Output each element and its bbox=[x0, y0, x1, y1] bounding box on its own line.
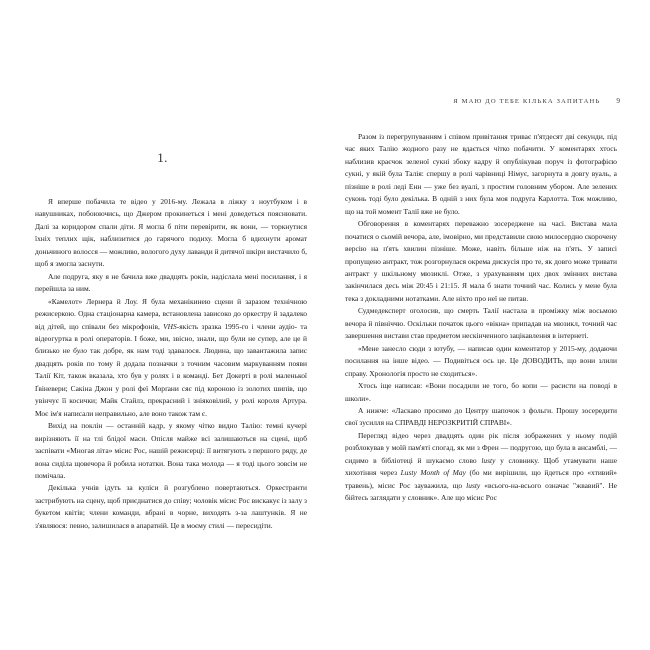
running-head bbox=[345, 97, 620, 105]
paragraph: А нижче: «Ласкаво просимо до Центру шапочок з фольги. Прошу зосередити свої зусилля на СПРАВДІ НЕРОЗКРИТІЙ СПРАВІ». bbox=[345, 405, 617, 428]
italic-term: VHS bbox=[163, 321, 177, 331]
paragraph: Обговорення в коментарях переважно зосереджене на часі. Вистава мала початися о сьомій вечора, але, імовірно, ми представили свою милосердно скорочену версію на п'ять хвилин пізніше. Може, навіть більше ніж на п'ять. У записі пропущено антракт, тож розгорнулася окрема дискусія про те, як довго може тривати антракт у шкільному мюзиклі. Отже, з урахуванням цих двох змінних вистава закінчилася десь між 20:45 і 21:15. Я мала б знати точний час. Колись у мене була тека з докладними нотатками. Але ніхто про неї не питав. bbox=[345, 219, 617, 303]
left-page-textblock bbox=[35, 196, 307, 532]
right-page bbox=[325, 0, 650, 650]
running-head-title: Я МАЮ ДО ТЕБЕ КІЛЬКА ЗАПИТАНЬ bbox=[453, 98, 601, 105]
italic-term: було bbox=[73, 346, 87, 356]
paragraph-text: «Камелот» Лернера й Лоу. Я була механікинею сцени й заразом технічною режисеркою. Одна стаціонарна камера, встановлена зависоко до оркестру й задалеко від дітей, що співали без мікрофонів, VHS-якість зразка 1995-го і члени аудіо- та відеогуртка в ролі операторів. І боже, ми, звісно, знали, що були не супер, але це й близько не було так добре, як нам тоді здавалося. Людина, що завантажила запис двадцять років по тому й додала позначки з точним часовим маркуванням появи Талії Кіт, також вказала, хто був у ролях і в команді. Бет Докерті в ролі маленької Ґвіневери; Сакіна Джон у ролі феї Морґани сяє під короною із золотих шипів, що увінчує її косички; Майк Стайлз, прекрасний і зніяковілий, у ролі короля Артура. Моє ім'я написали неправильно, але воно також там є. bbox=[35, 296, 308, 418]
paragraph: Хтось іще написав: «Вони посадили не того, бо копи — расисти на поводі в школи». bbox=[345, 381, 617, 403]
paragraph: «Мене занесло сюди з ютубу, — написав один коментатор у 2015-му, додаючи посилання на інше відео. — Подивіться ось це. Це ДОВОДИТЬ, що вони злили справу. Хронологія просто не сходиться». bbox=[345, 343, 617, 378]
page-number: 9 bbox=[616, 97, 620, 105]
chapter-number: 1. bbox=[157, 150, 168, 165]
right-page-textblock bbox=[345, 131, 617, 505]
paragraph: Вихід на поклін — останній кадр, у якому чітко видно Талію: темні кучері вирізняють її на тлі блідої маси. Опісля майже всі залишаються на сцені, щоб заспівати «Многая літа» місис Рос, нашій режисерці: її витягують з першого ряду, де вона сиділа щовечора й робила нотатки. Вона така молода — я тоді цього зовсім не помічала. bbox=[35, 421, 307, 480]
paragraph: Я вперше побачила те відео у 2016-му. Лежала в ліжку з ноутбуком і в навушниках, побоюючись, що Джером прокинеться і мені доведеться пояснювати. Далі за коридором спали діти. Я могла б піти перевірити, як вони, — торкнутися їхніх теплих щік, наблизитися до гарячого подиху. Могла б вдихнути аромат доньчиного волосся — можливо, вологого духу лаванди й дитячої шкіри вистачило б, щоб я змогла заснути. bbox=[35, 197, 307, 269]
italic-term: Lusty Month of May bbox=[400, 468, 466, 478]
paragraph-text: Перегляд відео через двадцять один рік після зображених у ньому подій розблокував у моїй пам'яті спогад, як ми з Френ — подругою, що була в ансамблі, — сидимо в бібліотеці й шукаємо слово lusty у словнику. Щоб утамувати наше хихотіння через Lusty Month of May (бо ми вирішили, що йдеться про «хтивий» травень), місис Рос зауважила, що lusty «всього-на-всього означає "жвавий". Не бійтесь заглядати у словник». Але що місис Рос bbox=[345, 430, 618, 503]
paragraph: Але подруга, яку я не бачила вже двадцять років, надіслала мені посилання, і я перейшла за ним. bbox=[35, 271, 307, 294]
paragraph bbox=[35, 296, 307, 421]
italic-term: lusty bbox=[481, 455, 496, 465]
paragraph bbox=[345, 430, 617, 505]
italic-term: lusty bbox=[466, 480, 481, 490]
paragraph: Судмедексперт оголосив, що смерть Талії настала в проміжку між восьмою вечора й північчю. Оскільки початок цього «вікна» припадав на мюзикл, точний час завершення вистави став предметом нескінченного зацікавлення в інтернеті. bbox=[345, 306, 617, 341]
paragraph: Разом із перегрупуванням і співом привітання триває п'ятдесят дві секунди, під час яких Талію жодного разу не вдається чітко побачити. У коментарях хтось наблизив краєчок зеленої сукні збоку кадру й опублікував поруч із фотографією сукні, у якій була Талія: спершу в ролі чарівниці Німує, загорнута в довгу вуаль, а пізніше в ролі леді Енн — уже без вуалі, з простим головним убором. Але зелених суконь тоді було декілька. В одній з них була моя подруга Карлотта. Тож можливо, що на той момент Талії вже не було. bbox=[345, 132, 617, 216]
paragraph: Декілька учнів ідуть за куліси й розгублено повертаються. Оркестранти застрибують на сцену, щоб приєднатися до співу; чоловік місис Рос вискакує із залу з букетом квітів; члени команди, вбрані в чорне, виходять з-за лаштунків. Я не з'являюся: певно, залишилася в апаратній. Це в моєму стилі — пересидіти. bbox=[35, 483, 307, 530]
